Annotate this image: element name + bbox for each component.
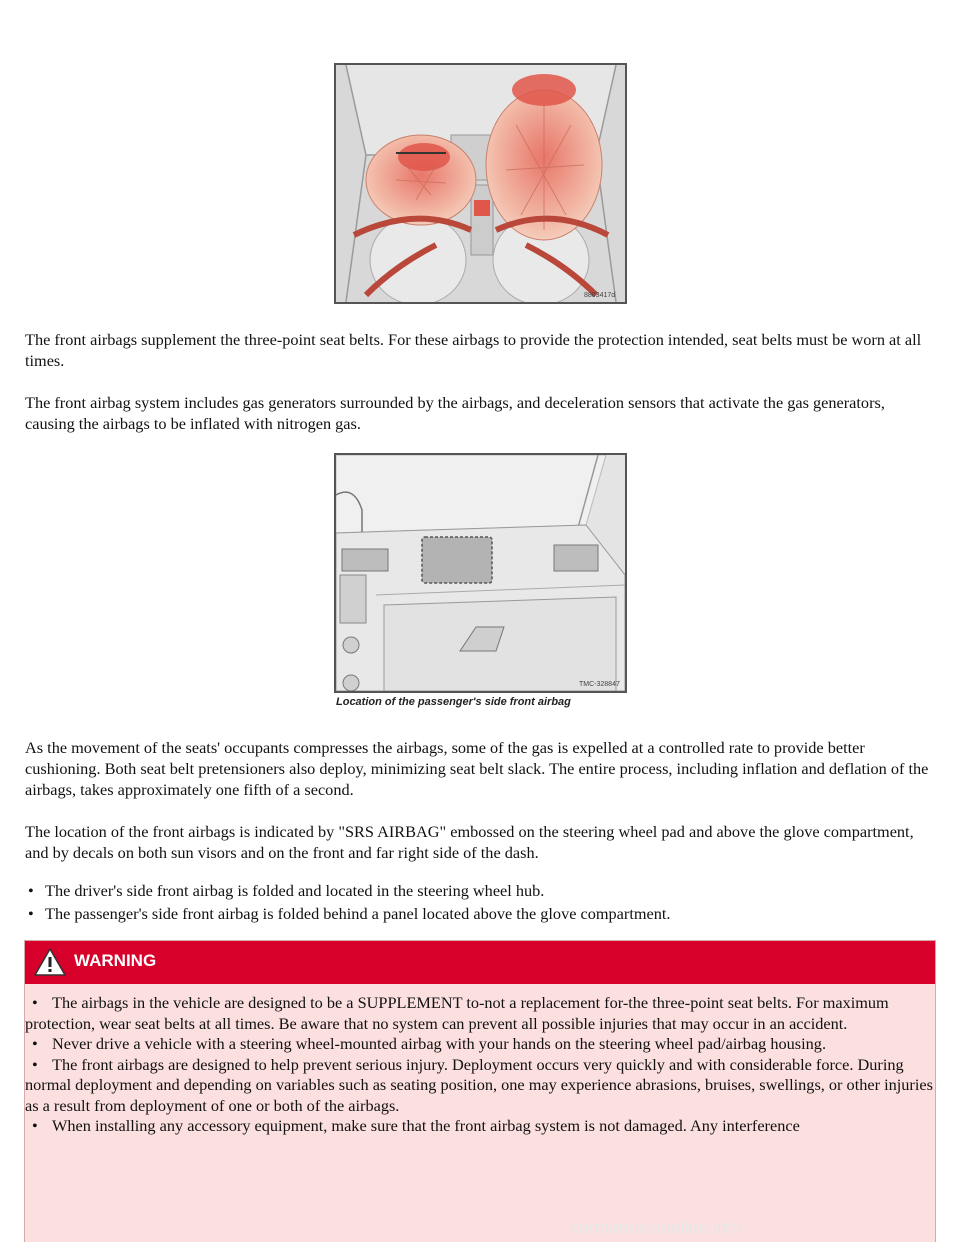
dash-panel-illustration bbox=[336, 455, 625, 691]
list-item: • The airbags in the vehicle are designed to be a SUPPLEMENT to-not a replacement for-the three-point seat belts. For maximum protection, wear seat belts at all times. Be aware that no system can prevent all possible injuries that may occur in an accident. bbox=[25, 993, 935, 1034]
paragraph: The location of the front airbags is indicated by "SRS AIRBAG" embossed on the steering wheel pad and above the glove compartment, and by decals on both sun visors and on the front and far right side of the dash. bbox=[25, 822, 914, 862]
warning-title: WARNING bbox=[74, 951, 157, 970]
airbag-deployment-figure bbox=[334, 63, 627, 304]
paragraph: As the movement of the seats' occupants compresses the airbags, some of the gas is expelled at a controlled rate to provide better cushioning. Both seat belt pretensioners also deploy, minimizing seat belt slack. The entire process, including inflation and deflation of the airbags, takes approximately one fifth of a second. bbox=[25, 738, 929, 799]
figure-code: TMC-328847 bbox=[579, 681, 620, 688]
warning-box bbox=[24, 940, 936, 1242]
airbag-deployment-illustration bbox=[336, 65, 625, 302]
list-item: • When installing any accessory equipment, make sure that the front airbag system is not damaged. Any interference bbox=[25, 1116, 935, 1137]
dash-panel-figure bbox=[334, 453, 627, 693]
paragraph: The front airbags supplement the three-point seat belts. For these airbags to provide the protection intended, seat belts must be worn at all times. bbox=[25, 330, 922, 370]
figure-caption: Location of the passenger's side front airbag bbox=[336, 696, 571, 708]
warning-list bbox=[25, 984, 935, 1137]
list-item: • The driver's side front airbag is folded and located in the steering wheel hub. bbox=[25, 879, 937, 902]
bullet-list bbox=[25, 879, 937, 925]
paragraph: The front airbag system includes gas generators surrounded by the airbags, and deceleration sensors that activate the gas generators, causing the airbags to be inflated with nitrogen gas. bbox=[25, 393, 885, 433]
list-item: • The passenger's side front airbag is folded behind a panel located above the glove compartment. bbox=[25, 902, 937, 925]
figure-code: 8803417d bbox=[584, 292, 616, 299]
warning-header bbox=[25, 941, 935, 984]
warning-triangle-icon bbox=[33, 947, 67, 977]
watermark: carmanualsonline.info bbox=[570, 1218, 742, 1237]
list-item: • Never drive a vehicle with a steering wheel-mounted airbag with your hands on the steering wheel pad/airbag housing. bbox=[25, 1034, 935, 1055]
list-item: • The front airbags are designed to help prevent serious injury. Deployment occurs very quickly and with considerable force. During normal deployment and depending on variables such as seating position, one may experience abrasions, bruises, swellings, or other injuries as a result from deployment of one or both of the airbags. bbox=[25, 1055, 935, 1117]
